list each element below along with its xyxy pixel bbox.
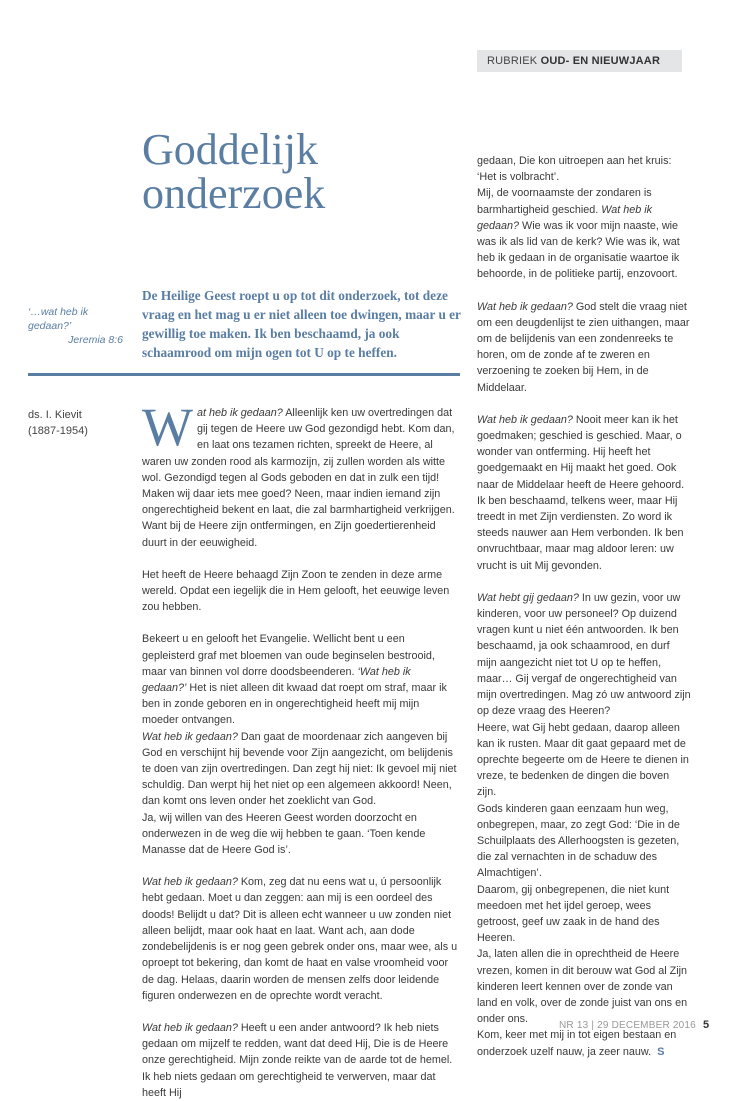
body-paragraph: Wat heb ik gedaan? Alleenlijk ken uw overtredingen dat gij tegen de Heere uw God gezondigd hebt. Kom dan, en laat ons tezamen richten, spreekt de Heere, al waren uw zonden rood als karmozijn, zij zullen worden als witte wol. Gezondigd tegen al Gods geboden en dat in zulk een tijd! Maken wij daar iets mee goed? Neen, maar indien iemand zijn ongerechtigheid bekent en laat, die zal barmhartigheid verkrijgen. Want bij de Heere zijn ontfermingen, en Zijn goedertierenheid duurt in der eeuwigheid.	[142, 397, 455, 549]
body-paragraph: Ik ben beschaamd, telkens weer, maar Hij treedt in met Zijn verdiensten. Zo word ik steeds nauwer aan Hem verbonden. Ik ben onvruchtbaar, maar mag aldoor leren: uw vrucht is uit Mij gevonden.	[477, 494, 684, 572]
quote-text: ‘…wat heb ik gedaan?’	[28, 306, 89, 332]
body-paragraph: Ja, laten allen die in oprechtheid de Heere vrezen, komen in dit berouw wat God al Zijn kinderen leert kennen over de zonde van land en volk, over de zonde juist van ons en onder ons.	[477, 948, 688, 1026]
body-paragraph: Wat heb ik gedaan? Kom, zeg dat nu eens wat u, ú persoonlijk hebt gedaan. Moet u dan zeggen: aan mij is een oordeel des doods! Belijdt u dat? Dit is alleen echt wanneer u uw zonden niet alleen belijdt, maar ook haat en laat. Want ach, aan dode zondebelijdenis is er nog geen gebrek onder ons, maar wee, als u oproept tot bekering, dan komt de haat en valse vroomheid voor de dag. Helaas, daarin worden de mensen zelfs door leidende figuren onderwezen en de oprechte wordt veracht.	[142, 876, 458, 1002]
drop-cap: W	[142, 397, 193, 457]
body-paragraph: Bekeert u en gelooft het Evangelie. Wellicht bent u een gepleisterd graf met bloemen van oude beginselen bestrooid, maar van binnen vol dorre doodsbeenderen. ‘Wat heb ik gedaan?’ Het is niet alleen dit kwaad dat roept om straf, maar ik ben in zonde geboren en in ongerechtigheid heeft mij mijn moeder ontvangen.	[142, 633, 447, 727]
scripture-quote	[28, 305, 128, 347]
quote-reference: Jeremia 8:6	[68, 334, 123, 346]
end-mark-icon: S	[657, 1045, 665, 1058]
title-line-2: onderzoek	[142, 169, 326, 218]
body-column-1	[142, 397, 458, 1101]
body-paragraph: Wat heb ik gedaan? Heeft u een ander antwoord? Ik heb niets gedaan om mijzelf te redden, want dat deed Hij, Die is de Heere onze gerechtigheid. Mijn zonde reikte van de aarde tot de hemel. Ik heb niets gedaan om gerechtigheid te verwerven, maar dat heeft Hij	[142, 1021, 453, 1099]
article-title	[142, 125, 326, 218]
page-number: 5	[703, 1019, 710, 1031]
body-paragraph: Mij, de voornaamste der zondaren is barmhartigheid geschied. Wat heb ik gedaan? Wie was ik voor mijn naaste, wie was ik als lid van de kerk? Wie was ik, wat heb ik gedaan in de organisatie waartoe ik behoorde, in de politieke partij, enzovoort.	[477, 187, 680, 281]
body-paragraph: Daarom, gij onbegrepenen, die niet kunt meedoen met het ijdel geroep, wees getroost, geef uw zaak in de hand des Heeren.	[477, 883, 670, 945]
body-paragraph: Wat heb ik gedaan? God stelt die vraag niet om een deugdenlijst te zien uithangen, maar om de belijdenis van een zondenreeks te horen, om de zonde af te zweren en verzoening te zoeken bij Hem, in de Middelaar.	[477, 300, 690, 394]
body-paragraph: Gods kinderen gaan eenzaam hun weg, onbegrepen, maar, zo zegt God: ‘Die in de Schuilplaats des Allerhoogsten is gezeten, die zal vernachten in de schaduw des Almachtigen’.	[477, 802, 680, 880]
body-column-2	[477, 153, 691, 1060]
body-paragraph: Heere, wat Gij hebt gedaan, daarop alleen kan ik rusten. Maar dit gaat gepaard met de oprechte begeerte om de Heere te dienen in vreze, te bedenken de dingen die boven zijn.	[477, 721, 689, 799]
section-header	[477, 50, 682, 72]
section-label: RUBRIEK	[487, 55, 538, 67]
body-paragraph: Kom, keer met mij in tot eigen bestaan en onderzoek uzelf nauw, ja zeer nauw. S	[477, 1027, 691, 1059]
issue-info: NR 13 | 29 DECEMBER 2016	[559, 1020, 696, 1031]
body-paragraph: Wat hebt gij gedaan? In uw gezin, voor uw kinderen, voor uw personeel? Op duizend vragen kunt u niet één antwoorden. Ik ben beschaamd, ja ook schaamrood, en durf mijn aangezicht niet tot U op te heffen, maar… Gij vergaf de ongerechtigheid van mijn overtredingen. Mag zó uw antwoord zijn op deze vraag des Heeren?	[477, 591, 691, 718]
divider-rule	[28, 373, 460, 376]
body-paragraph: Het heeft de Heere behaagd Zijn Zoon te zenden in deze arme wereld. Opdat een iegelijk die in Hem gelooft, het eeuwige leven zou hebben.	[142, 568, 450, 614]
section-name: OUD- EN NIEUWJAAR	[540, 55, 661, 67]
body-paragraph: Ja, wij willen van des Heeren Geest worden doorzocht en onderwezen in de weg die wij hebben te gaan. ‘Toen kende Manasse dat de Heere God is’.	[142, 811, 426, 857]
body-paragraph: Wat heb ik gedaan? Nooit meer kan ik het goedmaken; geschied is geschied. Maar, o wonder van ontferming. Hij heeft het goedgemaakt en Hij maakt het goed. Ook naar de Middelaar heeft de Heere gehoord.	[477, 413, 685, 491]
body-paragraph: Wat heb ik gedaan? Dan gaat de moordenaar zich aangeven bij God en verschijnt hij bevende voor Zijn aangezicht, om belijdenis te doen van zijn overtredingen. Dan zegt hij niet: Ik gevoel mij niet schuldig. Dan werpt hij het niet op een algemeen akkoord! Neen, dan komt ons leven onder het zoeklicht van God.	[142, 730, 457, 808]
lead-paragraph: De Heilige Geest roept u op tot dit onderzoek, tot deze vraag en het mag u er niet alleen toe dwingen, maar u er gewillig toe maken. Ik ben beschaamd, ja ook schaamrood om mijn ogen tot U op te heffen.	[142, 288, 461, 360]
author-block	[28, 407, 88, 439]
title-line-1: Goddelijk	[142, 125, 318, 174]
author-name: ds. I. Kievit	[28, 409, 82, 421]
author-years: (1887-1954)	[28, 425, 88, 437]
body-paragraph: gedaan, Die kon uitroepen aan het kruis: ‘Het is volbracht’.	[477, 155, 672, 184]
